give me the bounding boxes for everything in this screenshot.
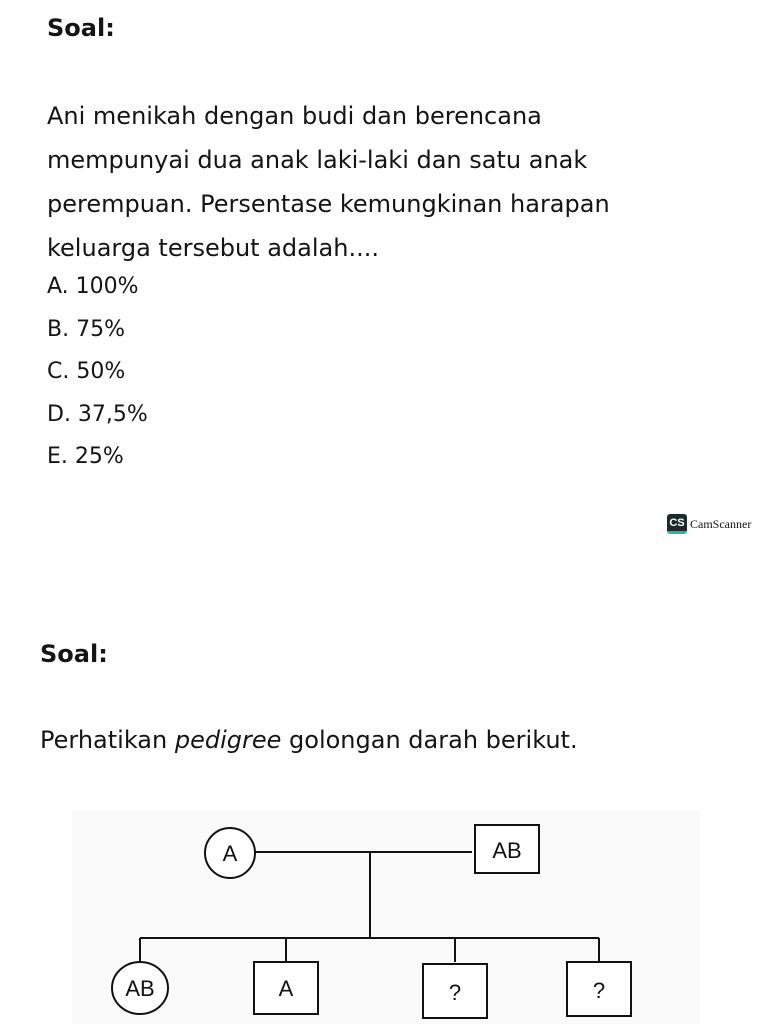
camscanner-label: CamScanner (690, 516, 752, 531)
question-2-text-start: Perhatikan (40, 726, 175, 754)
question-2-heading: Soal: (40, 640, 108, 668)
parent-female-label: A (222, 841, 238, 866)
child-label: ? (592, 978, 606, 1003)
option-d: D. 37,5% (47, 401, 148, 427)
question-1-line: perempuan. Persentase kemungkinan harapan (47, 190, 610, 218)
question-1-line: Ani menikah dengan budi dan berencana (47, 102, 542, 130)
question-2-text-end: golongan darah berikut. (281, 726, 578, 754)
parent-male-label: AB (492, 838, 522, 863)
question-1-heading: Soal: (47, 14, 115, 42)
option-a: A. 100% (47, 274, 139, 299)
answer-options (47, 266, 148, 479)
question-2-text (40, 726, 578, 754)
child-label: A (278, 976, 294, 1001)
child-label: AB (125, 976, 155, 1001)
option-b: B. 75% (47, 316, 125, 342)
pedigree-svg (72, 810, 700, 1024)
question-1-line: keluarga tersebut adalah.... (47, 234, 379, 262)
question-2-italic-term: pedigree (174, 726, 282, 754)
camscanner-logo-icon: CS (667, 514, 687, 534)
question-1-text (47, 94, 737, 270)
camscanner-watermark (667, 514, 751, 534)
child-label: ? (448, 980, 462, 1005)
option-e: E. 25% (47, 444, 124, 469)
pedigree-diagram (72, 810, 700, 1024)
question-1-line: mempunyai dua anak laki-laki dan satu anak (47, 146, 588, 174)
option-c: C. 50% (47, 359, 126, 384)
